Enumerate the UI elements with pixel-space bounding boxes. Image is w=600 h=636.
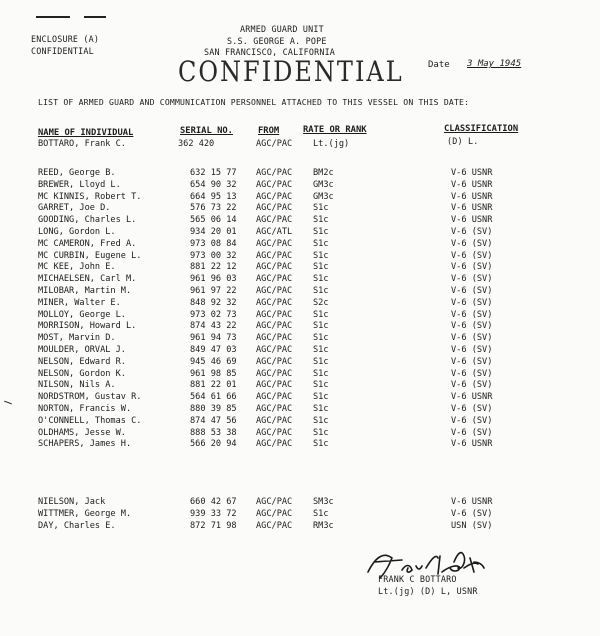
signer-name: FRANK C BOTTARO [378,574,457,584]
person-classification: V-6 USNR [451,203,493,214]
column-header-name: NAME OF INDIVIDUAL [38,128,134,138]
person-rate: SM3c [313,497,334,507]
person-name: MORRISON, Howard L. [38,321,137,332]
table-row [0,369,600,380]
person-rate: GM3c [313,179,334,190]
table-row [0,392,600,403]
person-serial: 961 97 22 [190,286,237,296]
table-row [0,404,600,415]
person-rate: S1c [313,439,329,450]
table-row [0,521,600,532]
table-row [0,298,600,309]
person-rate: RM3c [313,520,334,531]
person-from: AGC/PAC [256,215,293,226]
person-rate: S1c [313,427,329,438]
person-name: MOULDER, ORVAL J. [38,345,126,355]
person-classification: V-6 (SV) [451,297,493,308]
person-rate: S1c [313,368,329,379]
person-classification: V-6 (SV) [451,238,493,249]
person-name: MC CURBIN, Eugene L. [38,250,142,261]
person-name: REED, George B. [38,168,116,178]
person-name: NIELSON, Jack [38,497,106,507]
person-name: GOODING, Charles L. [38,215,137,226]
person-name: MC CAMERON, Fred A. [38,238,137,249]
person-serial: 576 73 22 [190,203,237,214]
person-name: DAY, Charles E. [38,520,116,531]
person-rate: S1c [313,333,329,344]
person-from: AGC/PAC [256,520,293,531]
table-row [0,416,600,427]
person-from: AGC/PAC [256,321,293,332]
person-serial: 874 47 56 [190,415,237,426]
person-name: NORDSTROM, Gustav R. [38,392,142,403]
person-serial: 848 92 32 [190,297,237,308]
person-classification: V-6 USNR [451,168,493,178]
person-serial: 888 53 38 [190,427,237,438]
person-serial: 881 22 01 [190,380,237,391]
person-classification: V-6 USNR [451,497,493,507]
person-from: AGC/PAC [256,191,293,202]
person-name: O'CONNELL, Thomas C. [38,415,142,426]
person-classification: V-6 (SV) [451,356,493,367]
person-classification: V-6 USNR [451,392,493,403]
person-rate: S1c [313,227,329,237]
officer-row [0,139,600,150]
person-serial: 566 20 94 [190,439,237,450]
table-row [0,357,600,368]
unit-title: ARMED GUARD UNIT [240,24,324,34]
table-row [0,345,600,356]
stray-mark-left [36,16,70,18]
person-from: AGC/PAC [256,427,293,438]
officer-from: AGC/PAC [256,139,293,149]
person-from: AGC/PAC [256,392,293,403]
person-name: WITTMER, George M. [38,508,132,519]
person-name: GARRET, Joe D. [38,203,111,214]
person-serial: 973 02 73 [190,309,237,320]
column-header-classification: CLASSIFICATION [444,124,519,134]
person-serial: 564 61 66 [190,392,237,403]
column-header-rate: RATE OR RANK [303,125,367,135]
person-name: NILSON, Nils A. [38,380,116,391]
person-name: MOLLOY, George L. [38,309,126,320]
date-value: 3 May 1945 [467,59,522,69]
person-name: NELSON, Edward R. [38,356,126,367]
person-classification: V-6 (SV) [451,262,493,273]
person-rate: S1c [313,321,329,332]
table-row [0,239,600,250]
person-classification: USN (SV) [451,520,493,531]
person-classification: V-6 (SV) [451,227,493,237]
enclosure-label: ENCLOSURE (A) [31,34,100,44]
person-from: AGC/ATL [256,227,293,237]
column-header-from: FROM [258,126,280,136]
person-classification: V-6 (SV) [451,345,493,355]
person-from: AGC/PAC [256,168,293,178]
date-label: Date [428,60,450,70]
table-row [0,497,600,508]
person-from: AGC/PAC [256,356,293,367]
table-row [0,439,600,450]
person-rate: S1c [313,392,329,403]
person-serial: 973 08 84 [190,238,237,249]
person-rate: S1c [313,262,329,273]
person-serial: 880 39 85 [190,404,237,414]
person-from: AGC/PAC [256,179,293,190]
person-classification: V-6 (SV) [451,321,493,332]
confidential-stamp: CONFIDENTIAL [178,55,404,89]
person-rate: BM2c [313,168,334,178]
person-from: AGC/PAC [256,309,293,320]
stray-mark-right [84,16,106,18]
person-rate: S1c [313,404,329,414]
person-rate: S1c [313,508,329,519]
person-from: AGC/PAC [256,508,293,519]
person-serial: 961 94 73 [190,333,237,344]
person-from: AGC/PAC [256,415,293,426]
person-rate: S1c [313,238,329,249]
person-serial: 565 06 14 [190,215,237,226]
person-serial: 881 22 12 [190,262,237,273]
table-row [0,215,600,226]
person-rate: S1c [313,215,329,226]
table-row [0,310,600,321]
person-classification: V-6 (SV) [451,508,493,519]
person-from: AGC/PAC [256,274,293,285]
person-from: AGC/PAC [256,368,293,379]
person-classification: V-6 (SV) [451,368,493,379]
table-row [0,262,600,273]
person-name: MINER, Walter E. [38,297,121,308]
table-row [0,509,600,520]
person-serial: 660 42 67 [190,497,237,507]
person-classification: V-6 (SV) [451,309,493,320]
person-name: MICHAELSEN, Carl M. [38,274,137,285]
person-name: MOST, Marvin D. [38,333,116,344]
person-name: NORTON, Francis W. [38,404,132,414]
person-from: AGC/PAC [256,497,293,507]
person-name: SCHAPERS, James H. [38,439,132,450]
person-from: AGC/PAC [256,250,293,261]
person-name: MC KEE, John E. [38,262,116,273]
person-serial: 632 15 77 [190,168,237,178]
person-name: MC KINNIS, Robert T. [38,191,142,202]
person-name: LONG, Gordon L. [38,227,116,237]
table-row [0,428,600,439]
person-rate: S1c [313,274,329,285]
person-from: AGC/PAC [256,203,293,214]
person-from: AGC/PAC [256,439,293,450]
person-rate: S1c [313,356,329,367]
person-name: BREWER, Lloyd L. [38,179,121,190]
person-from: AGC/PAC [256,380,293,391]
column-header-serial: SERIAL NO. [180,126,233,136]
table-row [0,251,600,262]
table-row [0,192,600,203]
person-classification: V-6 USNR [451,215,493,226]
person-classification: V-6 USNR [451,179,493,190]
person-classification: V-6 (SV) [451,380,493,391]
city-line: SAN FRANCISCO, CALIFORNIA [204,47,336,57]
person-serial: 849 47 03 [190,345,237,355]
table-row [0,321,600,332]
table-row [0,333,600,344]
person-serial: 973 00 32 [190,250,237,261]
column-header-classification-sub: (D) L. [447,136,479,146]
table-row [0,203,600,214]
person-from: AGC/PAC [256,238,293,249]
officer-name: BOTTARO, Frank C. [38,139,126,149]
table-row [0,380,600,391]
person-rate: S1c [313,203,329,214]
person-name: MILOBAR, Martin M. [38,286,132,296]
table-row [0,286,600,297]
person-from: AGC/PAC [256,286,293,296]
person-classification: V-6 (SV) [451,415,493,426]
person-from: AGC/PAC [256,404,293,414]
person-classification: V-6 (SV) [451,250,493,261]
person-from: AGC/PAC [256,262,293,273]
officer-serial: 362 420 [178,139,215,149]
officer-rate: Lt.(jg) [313,139,350,149]
person-serial: 872 71 98 [190,520,237,531]
table-row [0,274,600,285]
table-row [0,180,600,191]
confidential-label: CONFIDENTIAL [31,46,94,56]
person-serial: 664 95 13 [190,191,237,202]
person-rate: S2c [313,297,329,308]
person-from: AGC/PAC [256,345,293,355]
person-name: OLDHAMS, Jesse W. [38,427,126,438]
vessel-name: S.S. GEORGE A. POPE [227,36,327,46]
person-rate: S1c [313,415,329,426]
person-name: NELSON, Gordon K. [38,368,126,379]
person-classification: V-6 (SV) [451,274,493,285]
person-classification: V-6 (SV) [451,427,493,438]
person-serial: 945 46 69 [190,356,237,367]
signer-rank: Lt.(jg) (D) L, USNR [378,586,478,596]
person-classification: V-6 (SV) [451,333,493,344]
person-serial: 961 98 85 [190,368,237,379]
table-row [0,227,600,238]
person-from: AGC/PAC [256,333,293,344]
person-rate: S1c [313,309,329,320]
person-serial: 961 96 03 [190,274,237,285]
person-serial: 939 33 72 [190,508,237,519]
person-from: AGC/PAC [256,297,293,308]
person-serial: 934 20 01 [190,227,237,237]
person-classification: V-6 USNR [451,191,493,202]
person-classification: V-6 USNR [451,439,493,450]
person-classification: V-6 (SV) [451,404,493,414]
person-rate: S1c [313,286,329,296]
person-rate: GM3c [313,191,334,202]
person-serial: 874 43 22 [190,321,237,332]
list-title: LIST OF ARMED GUARD AND COMMUNICATION PERSONNEL ATTACHED TO THIS VESSEL ON THIS DATE: [38,97,470,107]
person-serial: 654 90 32 [190,179,237,190]
person-rate: S1c [313,250,329,261]
table-row [0,168,600,179]
person-classification: V-6 (SV) [451,286,493,296]
person-rate: S1c [313,345,329,355]
person-rate: S1c [313,380,329,391]
